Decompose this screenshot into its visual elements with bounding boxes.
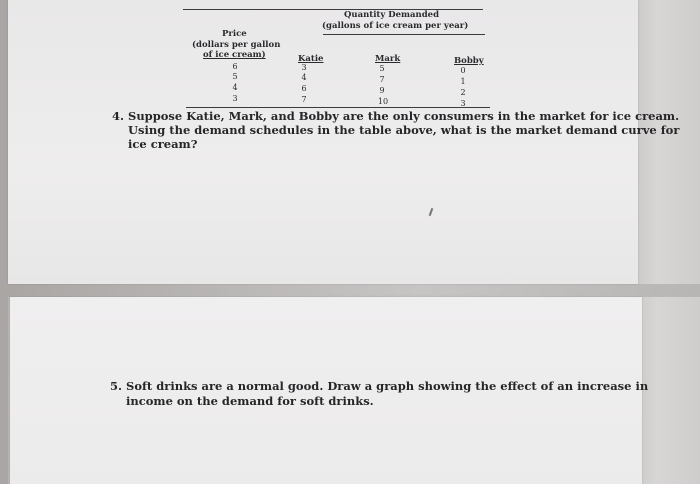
table-cell-mark: 9	[379, 86, 385, 95]
table-cell-mark: 7	[379, 75, 385, 84]
price-header-title: Price	[222, 29, 247, 39]
question-5-line-1: 5. Soft drinks are a normal good. Draw a graph showing the effect of an increase in	[110, 379, 649, 393]
background-left	[0, 0, 8, 484]
question-4-line-3: ice cream?	[128, 137, 198, 151]
column-header-bobby: Bobby	[454, 56, 484, 66]
table-cell-katie: 4	[301, 73, 307, 82]
question-5-line-2: income on the demand for soft drinks.	[126, 394, 374, 408]
price-header-units: of ice cream)	[203, 50, 266, 60]
table-cell-price: 3	[232, 94, 238, 103]
worksheet-page-top	[8, 0, 638, 284]
table-bottom-rule	[186, 107, 490, 108]
table-cell-bobby: 2	[460, 88, 466, 97]
table-cell-katie: 3	[301, 63, 307, 72]
table-cell-price: 6	[232, 62, 238, 71]
table-cell-price: 5	[232, 72, 238, 81]
table-cell-bobby: 0	[460, 66, 466, 75]
quantity-header-rule	[323, 34, 485, 35]
table-cell-mark: 10	[377, 97, 389, 106]
question-4-line-2: Using the demand schedules in the table above, what is the market demand curve for	[128, 123, 680, 137]
quantity-header-title: Quantity Demanded	[344, 10, 440, 20]
table-cell-price: 4	[232, 83, 238, 92]
table-cell-bobby: 3	[460, 99, 466, 108]
table-cell-katie: 7	[301, 95, 307, 104]
table-cell-mark: 5	[379, 64, 385, 73]
table-cell-bobby: 1	[460, 77, 466, 86]
question-4-line-1: 4. Suppose Katie, Mark, and Bobby are the only consumers in the market for ice cream.	[112, 109, 680, 123]
page-gap	[0, 284, 700, 297]
price-header-subtitle: (dollars per gallon	[192, 40, 281, 50]
column-header-katie: Katie	[298, 54, 324, 64]
quantity-header-subtitle: (gallons of ice cream per year)	[322, 21, 469, 31]
table-cell-katie: 6	[301, 84, 307, 93]
column-header-mark: Mark	[375, 54, 401, 64]
